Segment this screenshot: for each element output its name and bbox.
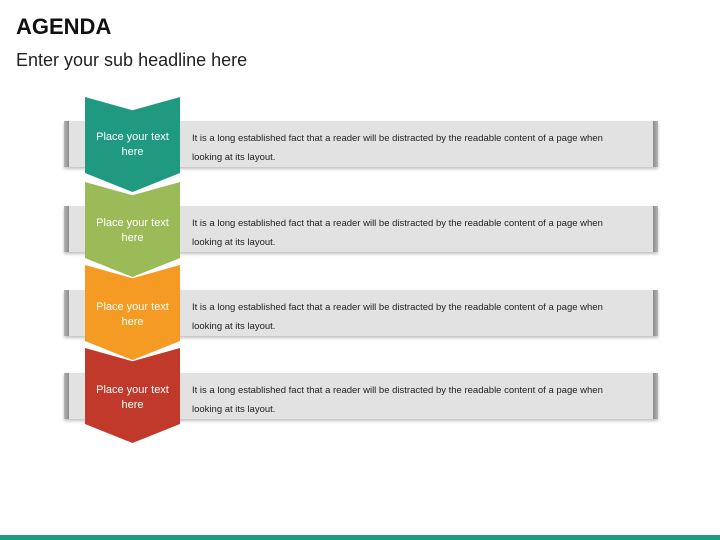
agenda-description-4: It is a long established fact that a reader will be distracted by the readable content of a page when looking at its layout. <box>192 385 603 415</box>
agenda-description-2: It is a long established fact that a reader will be distracted by the readable content of a page when looking at its layout. <box>192 218 603 248</box>
page-title: AGENDA <box>16 14 112 39</box>
footer-accent-line <box>0 535 720 540</box>
agenda-label-2: Place your text here <box>96 217 169 244</box>
agenda-label-4: Place your text here <box>96 384 169 411</box>
agenda-description-1: It is a long established fact that a reader will be distracted by the readable content of a page when looking at its layout. <box>192 133 603 163</box>
page-subtitle: Enter your sub headline here <box>16 50 248 70</box>
agenda-label-3: Place your text here <box>96 301 169 328</box>
agenda-description-3: It is a long established fact that a reader will be distracted by the readable content of a page when looking at its layout. <box>192 302 603 332</box>
agenda-label-1: Place your text here <box>96 131 169 158</box>
